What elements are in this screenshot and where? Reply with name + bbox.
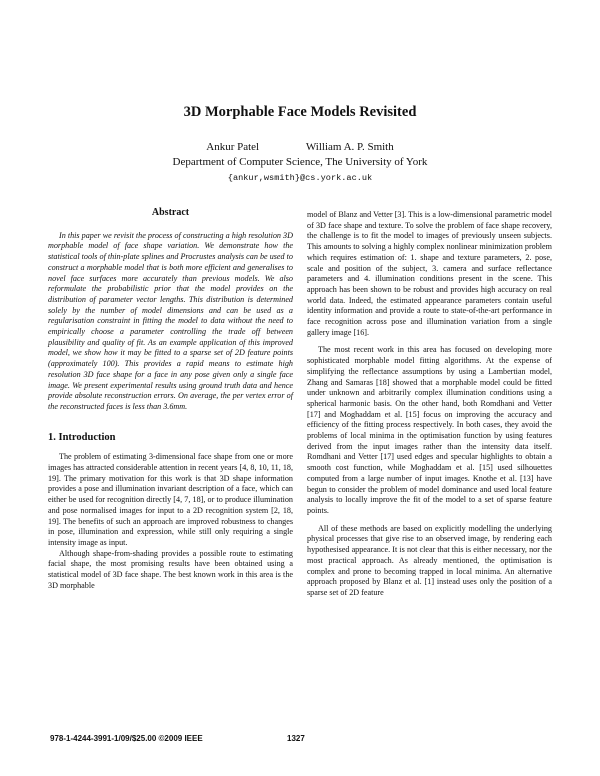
footer-isbn: 978-1-4244-3991-1/09/$25.00 ©2009 IEEE <box>50 734 203 743</box>
section-heading: 1. Introduction <box>48 431 116 443</box>
right-column <box>307 210 552 599</box>
paragraph: The problem of estimating 3-dimensional face shape from one or more images has attracted considerable attention in recent years [4, 8, 10, 11, 18, 19]. The primary motivation for this work is that 3D shape information provides a pose and illumination invariant description of a face, which can either be used for recognition directly [4, 7, 18], or to produce illumination and pose normalised images for input to a 2D recognition system [2, 18, 19]. The benefits of such an approach are improved robustness to changes in pose, illumination and expression, while still only requiring a single intensity image as input. <box>48 452 293 547</box>
paragraph: All of these methods are based on explicitly modelling the underlying physical processes that give rise to an observed image, by rendering each hypothesised appearance. It is not clear that this is either necessary, nor the most practical approach. As already mentioned, the optimisation is complex and prone to becoming trapped in local minima. An alternative approach proposed by Blanz et al. [1] instead uses only the position of a sparse set of 2D feature <box>307 523 552 597</box>
paper-title: 3D Morphable Face Models Revisited <box>183 104 417 120</box>
author-list <box>0 141 600 153</box>
author-email: {ankur,wsmith}@cs.york.ac.uk <box>227 173 373 183</box>
paragraph: Although shape-from-shading provides a possible route to estimating facial shape, the most promising results have been obtained using a statistical model of 3D face shape. The best known work in this area is the 3D morphable <box>48 548 293 590</box>
abstract-heading: Abstract <box>151 207 190 218</box>
author-name: Ankur Patel <box>206 141 260 153</box>
abstract-text: In this paper we revisit the process of constructing a high resolution 3D morphable model of face shape variation. We demonstrate how the statistical tools of thin-plate splines and Procrustes analysis can be used to construct a morphable model that is both more efficient and generalises to novel face surfaces more accurately than previous models. We also reformulate the probabilistic prior that the model provides on the distribution of parameter vector lengths. This distribution is determined solely by the number of model dimensions and can be used as a regularisation constraint in fitting the model to data without the need to empirically choose a parameter controlling the trade off between plausibility and quality of fit. As an example application of this improved model, we show how it may be fitted to a sparse set of 2D feature points (approximately 100). This provides a rapid means to estimate high resolution 3D face shape for a face in any pose given only a single face image. We present experimental results using ground truth data and hence provide absolute reconstruction errors. On average, the per vertex error of the reconstructed faces is less than 3.6mm. <box>48 230 293 411</box>
author-name: William A. P. Smith <box>305 141 394 153</box>
left-column <box>48 208 293 592</box>
affiliation: Department of Computer Science, The University of York <box>172 156 428 168</box>
paragraph: model of Blanz and Vetter [3]. This is a low-dimensional parametric model of 3D face shape and texture. To solve the problem of face shape recovery, the challenge is to fit the model to images of previously unseen subjects. This amounts to solving a highly complex nonlinear minimization problem which requires estimation of: 1. shape and texture parameters, 2. pose, scale and position of the subject, 3. camera and surface reflectance parameters and 4. illumination conditions present in the scene. This approach has been shown to be robust and provides high accuracy on real world data. Indeed, the estimated appearance parameters contain useful identity information and provide a route to state-of-the-art performance in face recognition across pose and illumination variation from a single gallery image [16]. <box>307 210 552 337</box>
page-number: 1327 <box>287 734 305 743</box>
paragraph: The most recent work in this area has focused on developing more sophisticated morphable model fitting algorithms. At the expense of simplifying the reflectance assumptions by using a Lambertian model, Zhang and Samaras [18] showed that a morphable model could be fitted under unknown and arbitrarily complex illumination conditions using a spherical harmonic basis. On the other hand, both Romdhani and Vetter [17] and Moghaddam et al. [15] focus on improving the accuracy and efficiency of the fitting process respectively. In both cases, they avoid the problems of local minima in the optimisation function by using features derived from the input images rather than the intensity data itself. Romdhani and Vetter [17] used edges and specular highlights to obtain a smooth cost function, while Moghaddam et al. [15] used silhouettes computed from a large number of input images. Knothe et al. [13] have begun to consider the problem of model dominance and used local feature analysis to locally improve the fit of the model to a set of sparse feature points. <box>307 345 552 515</box>
